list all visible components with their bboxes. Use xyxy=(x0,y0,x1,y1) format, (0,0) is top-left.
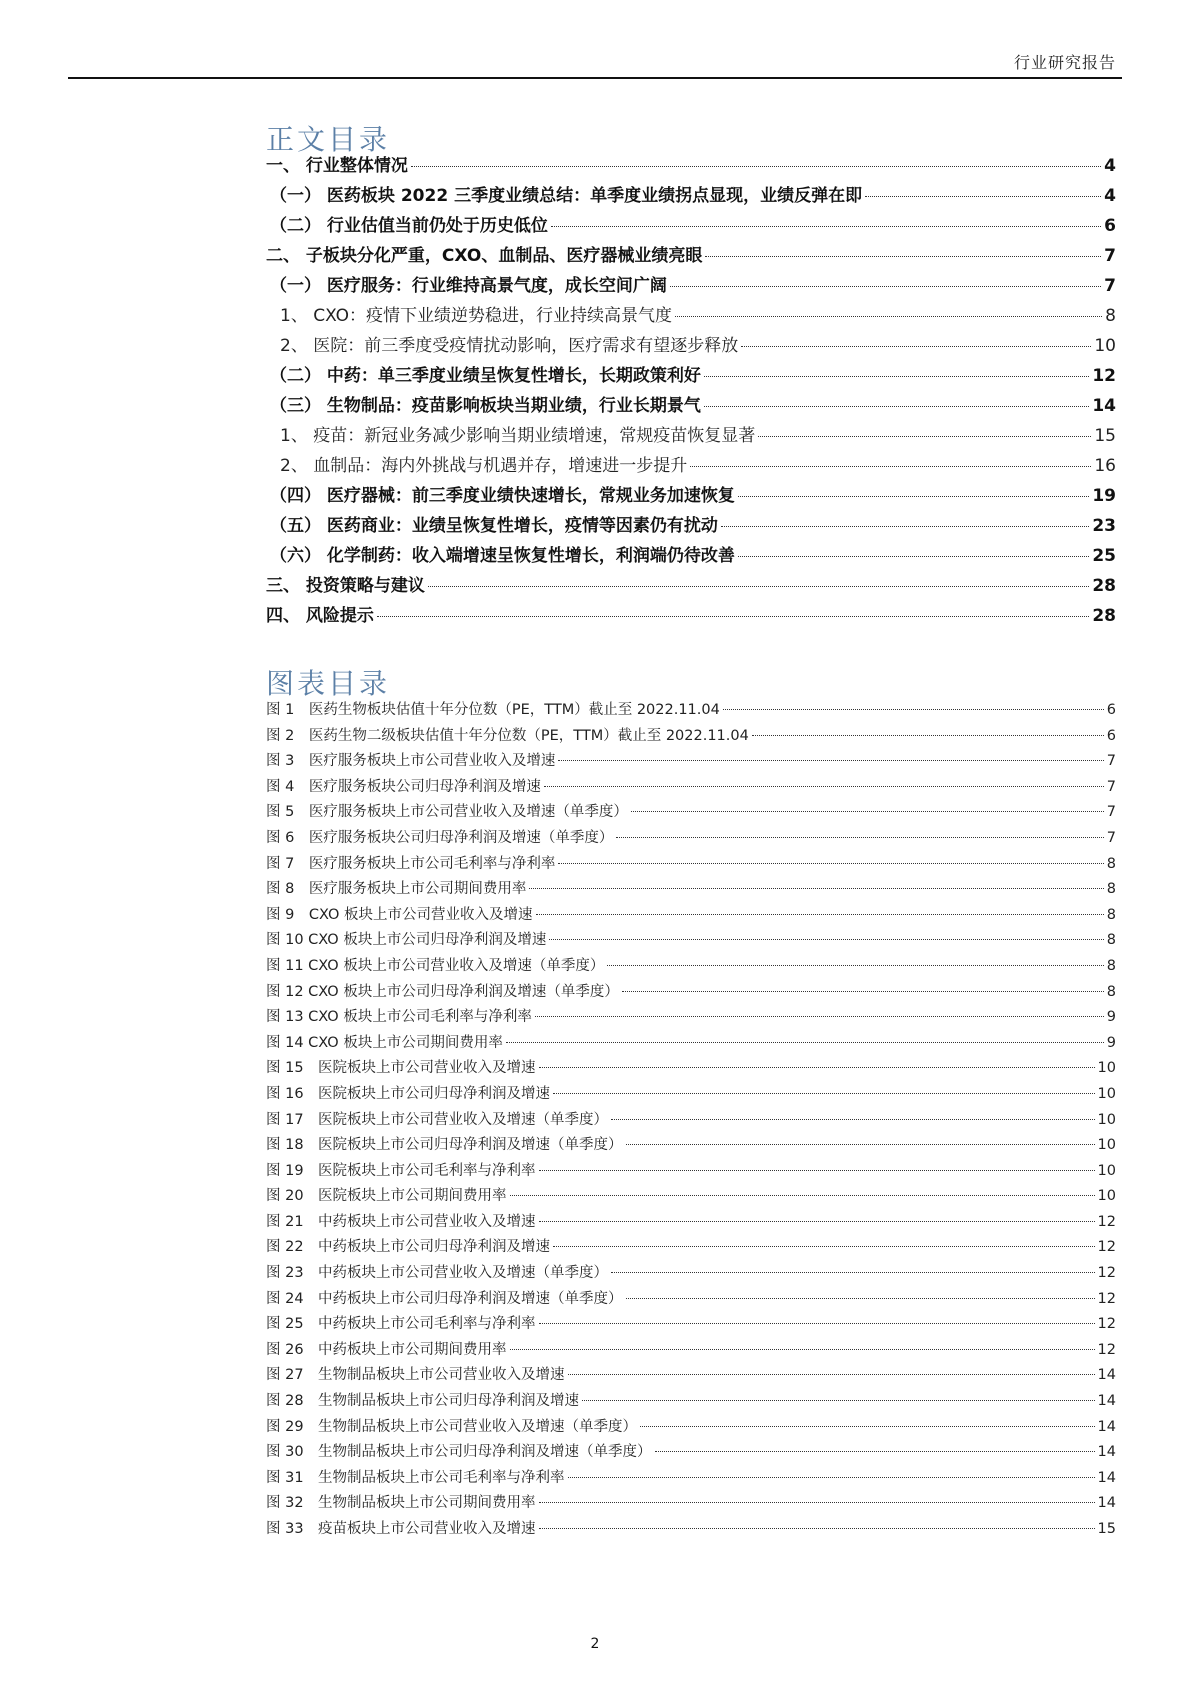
figure-entry[interactable] xyxy=(266,1108,1116,1134)
figure-entry-label: 图 32 生物制品板块上市公司期间费用率 xyxy=(266,1495,536,1512)
dot-leader xyxy=(640,1426,1094,1427)
dot-leader xyxy=(758,436,1091,437)
toc-entry[interactable] xyxy=(266,511,1116,541)
figure-entry-page-number: 10 xyxy=(1097,1162,1116,1179)
figure-entry[interactable] xyxy=(266,1082,1116,1108)
figure-entry[interactable] xyxy=(266,1338,1116,1364)
toc-entry[interactable] xyxy=(266,241,1116,271)
dot-leader xyxy=(428,586,1089,587)
figure-entry-label: 图 20 医院板块上市公司期间费用率 xyxy=(266,1188,507,1205)
figure-entry[interactable] xyxy=(266,1184,1116,1210)
toc-entry-label: 四、 风险提示 xyxy=(266,606,374,626)
figure-entry-label: 图 28 生物制品板块上市公司归母净利润及增速 xyxy=(266,1393,580,1410)
toc-entry-page-number: 16 xyxy=(1094,456,1116,476)
figure-entry-label: 图 18 医院板块上市公司归母净利润及增速（单季度） xyxy=(266,1137,623,1154)
figure-entry-label: 图 24 中药板块上市公司归母净利润及增速（单季度） xyxy=(266,1290,623,1307)
dot-leader xyxy=(539,1528,1095,1529)
figure-entry[interactable] xyxy=(266,852,1116,878)
dot-leader xyxy=(611,1119,1094,1120)
figure-entry-label: 图 3 医疗服务板块上市公司营业收入及增速 xyxy=(266,753,556,770)
figure-entry-label: 图 9 CXO 板块上市公司营业收入及增速 xyxy=(266,906,533,923)
figure-entry-page-number: 10 xyxy=(1097,1188,1116,1205)
toc-entry[interactable] xyxy=(266,451,1116,481)
dot-leader xyxy=(549,939,1103,940)
toc-entry[interactable] xyxy=(266,301,1116,331)
figure-entry-label: 图 1 医药生物板块估值十年分位数（PE，TTM）截止至 2022.11.04 xyxy=(266,702,720,718)
figure-entry-label: 图 21 中药板块上市公司营业收入及增速 xyxy=(266,1213,536,1230)
figure-entry[interactable] xyxy=(266,1210,1116,1236)
dot-leader xyxy=(611,1272,1094,1273)
dot-leader xyxy=(510,1349,1095,1350)
dot-leader xyxy=(704,406,1089,407)
figure-entry-label: 图 33 疫苗板块上市公司营业收入及增速 xyxy=(266,1521,536,1537)
dot-leader xyxy=(738,556,1089,557)
figure-entry-page-number: 10 xyxy=(1097,1111,1116,1128)
figure-entry-page-number: 12 xyxy=(1097,1265,1116,1282)
figure-entry-page-number: 9 xyxy=(1106,1034,1116,1051)
figure-entry-page-number: 14 xyxy=(1097,1444,1116,1461)
toc-entry[interactable] xyxy=(266,481,1116,511)
toc-entry-label: （四） 医疗器械：前三季度业绩快速增长，常规业务加速恢复 xyxy=(270,486,735,506)
toc-entry-page-number: 8 xyxy=(1105,306,1116,326)
figure-entry[interactable] xyxy=(266,826,1116,852)
figure-entry-label: 图 7 医疗服务板块上市公司毛利率与净利率 xyxy=(266,855,556,872)
toc-entry-page-number: 15 xyxy=(1094,426,1116,446)
toc-entry-label: 2、 医院：前三季度受疫情扰动影响，医疗需求有望逐步释放 xyxy=(280,336,739,356)
dot-leader xyxy=(705,256,1101,257)
figure-entry[interactable] xyxy=(266,1287,1116,1313)
dot-leader xyxy=(607,965,1103,966)
figure-entry-page-number: 8 xyxy=(1106,855,1116,872)
figure-entry-page-number: 8 xyxy=(1106,932,1116,949)
toc-entry-page-number: 23 xyxy=(1092,516,1116,536)
figure-entry-label: 图 14 CXO 板块上市公司期间费用率 xyxy=(266,1034,503,1051)
dot-leader xyxy=(506,1042,1104,1043)
figure-entry-label: 图 15 医院板块上市公司营业收入及增速 xyxy=(266,1060,536,1077)
toc-entry-page-number: 19 xyxy=(1092,486,1116,506)
toc-entry[interactable] xyxy=(266,211,1116,241)
figure-entry[interactable] xyxy=(266,1031,1116,1057)
dot-leader xyxy=(721,526,1089,527)
toc-entry-page-number: 10 xyxy=(1094,336,1116,356)
toc-entry-label: 1、 CXO：疫情下业绩逆势稳进，行业持续高景气度 xyxy=(280,306,673,326)
figure-entry-label: 图 19 医院板块上市公司毛利率与净利率 xyxy=(266,1162,536,1179)
figure-entry[interactable] xyxy=(266,1491,1116,1517)
figure-entry-label: 图 13 CXO 板块上市公司毛利率与净利率 xyxy=(266,1009,532,1026)
toc-entry-page-number: 28 xyxy=(1092,576,1116,596)
dot-leader xyxy=(670,286,1101,287)
figure-entry-page-number: 10 xyxy=(1097,1137,1116,1154)
dot-leader xyxy=(558,863,1103,864)
figure-entry[interactable] xyxy=(266,1466,1116,1492)
toc-entry[interactable] xyxy=(266,541,1116,571)
dot-leader xyxy=(704,376,1089,377)
figure-entry[interactable] xyxy=(266,1517,1116,1543)
figure-entry-label: 图 2 医药生物二级板块估值十年分位数（PE，TTM）截止至 2022.11.04 xyxy=(266,727,749,744)
figure-entry-label: 图 22 中药板块上市公司归母净利润及增速 xyxy=(266,1239,551,1256)
figure-entry[interactable] xyxy=(266,800,1116,826)
figure-entry-page-number: 12 xyxy=(1097,1213,1116,1230)
toc-entry[interactable] xyxy=(266,361,1116,391)
figure-entry-page-number: 6 xyxy=(1106,727,1116,744)
report-header-label: 行业研究报告 xyxy=(1013,53,1116,72)
toc-entry-label: （二） 中药：单三季度业绩呈恢复性增长，长期政策利好 xyxy=(270,366,701,386)
dot-leader xyxy=(738,496,1089,497)
dot-leader xyxy=(568,1477,1095,1478)
figure-entry-page-number: 7 xyxy=(1106,804,1116,821)
figure-entry[interactable] xyxy=(266,1389,1116,1415)
figure-entry-page-number: 8 xyxy=(1106,983,1116,1000)
figure-entry-label: 图 26 中药板块上市公司期间费用率 xyxy=(266,1341,507,1358)
dot-leader xyxy=(544,786,1104,787)
dot-leader xyxy=(558,760,1103,761)
figure-entry[interactable] xyxy=(266,1415,1116,1441)
figure-entry-label: 图 29 生物制品板块上市公司营业收入及增速（单季度） xyxy=(266,1418,638,1435)
figure-entry-label: 图 27 生物制品板块上市公司营业收入及增速 xyxy=(266,1367,565,1384)
dot-leader xyxy=(690,466,1091,467)
figure-entry-page-number: 7 xyxy=(1106,829,1116,846)
dot-leader xyxy=(626,1298,1095,1299)
figure-entry-page-number: 14 xyxy=(1097,1469,1116,1486)
figure-entry[interactable] xyxy=(266,1440,1116,1466)
figure-entry-page-number: 9 xyxy=(1106,1009,1116,1026)
figure-entry-page-number: 7 xyxy=(1106,753,1116,770)
figure-entry[interactable] xyxy=(266,724,1116,750)
figure-entry-page-number: 14 xyxy=(1097,1418,1116,1435)
figure-entry-label: 图 11 CXO 板块上市公司营业收入及增速（单季度） xyxy=(266,957,605,974)
figure-entry-page-number: 8 xyxy=(1106,906,1116,923)
dot-leader xyxy=(529,888,1103,889)
figure-entry-page-number: 12 xyxy=(1097,1239,1116,1256)
figure-entry-page-number: 14 xyxy=(1097,1367,1116,1384)
dot-leader xyxy=(539,1067,1095,1068)
figure-entry-label: 图 4 医疗服务板块公司归母净利润及增速 xyxy=(266,778,541,795)
toc-entry-label: 一、 行业整体情况 xyxy=(266,156,408,176)
dot-leader xyxy=(752,735,1104,736)
dot-leader xyxy=(616,837,1103,838)
toc-entry-page-number: 14 xyxy=(1092,396,1116,416)
toc-entry[interactable] xyxy=(266,271,1116,301)
dot-leader xyxy=(865,196,1101,197)
toc-entry-page-number: 7 xyxy=(1104,246,1116,266)
figure-entry-page-number: 14 xyxy=(1097,1495,1116,1512)
dot-leader xyxy=(655,1451,1095,1452)
dot-leader xyxy=(675,316,1102,317)
figures-title: 图表目录 xyxy=(266,667,391,700)
toc-entry-label: （五） 医药商业：业绩呈恢复性增长，疫情等因素仍有扰动 xyxy=(270,516,718,536)
dot-leader xyxy=(539,1323,1095,1324)
dot-leader xyxy=(553,1093,1094,1094)
page-number: 2 xyxy=(590,1636,600,1652)
figure-entry-page-number: 8 xyxy=(1106,957,1116,974)
figure-entry-label: 图 31 生物制品板块上市公司毛利率与净利率 xyxy=(266,1469,565,1486)
figure-entry[interactable] xyxy=(266,1261,1116,1287)
dot-leader xyxy=(539,1170,1095,1171)
dot-leader xyxy=(582,1400,1094,1401)
figure-entry-label: 图 6 医疗服务板块公司归母净利润及增速（单季度） xyxy=(266,829,614,846)
figure-entry-label: 图 16 医院板块上市公司归母净利润及增速 xyxy=(266,1085,551,1102)
toc-entry[interactable] xyxy=(266,331,1116,361)
figure-entry-page-number: 10 xyxy=(1097,1060,1116,1077)
figure-entry-page-number: 12 xyxy=(1097,1290,1116,1307)
figure-entry[interactable] xyxy=(266,1005,1116,1031)
toc-entry[interactable] xyxy=(266,181,1116,211)
toc-entry[interactable] xyxy=(266,601,1116,631)
toc-entry-label: （一） 医疗服务：行业维持高景气度，成长空间广阔 xyxy=(270,276,667,296)
figure-entry[interactable] xyxy=(266,928,1116,954)
toc-entry-page-number: 4 xyxy=(1104,156,1116,176)
figure-entry[interactable] xyxy=(266,1159,1116,1185)
figure-entry-page-number: 8 xyxy=(1106,881,1116,898)
toc-entry-page-number: 4 xyxy=(1104,186,1116,206)
toc-entry-label: （三） 生物制品：疫苗影响板块当期业绩，行业长期景气 xyxy=(270,396,701,416)
dot-leader xyxy=(622,991,1104,992)
toc-entry-label: （一） 医药板块 2022 三季度业绩总结：单季度业绩拐点显现，业绩反弹在即 xyxy=(270,186,863,206)
figure-entry-label: 图 23 中药板块上市公司营业收入及增速（单季度） xyxy=(266,1265,609,1282)
figure-entry[interactable] xyxy=(266,775,1116,801)
dot-leader xyxy=(568,1374,1095,1375)
figure-entry[interactable] xyxy=(266,980,1116,1006)
dot-leader xyxy=(553,1246,1094,1247)
figure-entry-page-number: 15 xyxy=(1097,1521,1116,1537)
dot-leader xyxy=(539,1221,1095,1222)
toc-entry-page-number: 7 xyxy=(1104,276,1116,296)
toc-entry-page-number: 6 xyxy=(1104,216,1116,236)
dot-leader xyxy=(631,811,1104,812)
figure-entry-page-number: 10 xyxy=(1097,1085,1116,1102)
toc-entry[interactable] xyxy=(266,151,1116,181)
toc-entry-label: （六） 化学制药：收入端增速呈恢复性增长，利润端仍待改善 xyxy=(270,546,735,566)
dot-leader xyxy=(377,616,1089,617)
toc-entry-page-number: 25 xyxy=(1092,546,1116,566)
toc-title: 正文目录 xyxy=(266,123,391,156)
figure-entry[interactable] xyxy=(266,749,1116,775)
dot-leader xyxy=(539,1502,1095,1503)
figure-entry-label: 图 10 CXO 板块上市公司归母净利润及增速 xyxy=(266,932,547,949)
figure-entry[interactable] xyxy=(266,1056,1116,1082)
figure-entry-page-number: 14 xyxy=(1097,1393,1116,1410)
figure-entry-label: 图 25 中药板块上市公司毛利率与净利率 xyxy=(266,1316,536,1333)
dot-leader xyxy=(536,914,1104,915)
dot-leader xyxy=(741,346,1091,347)
figure-entry-label: 图 12 CXO 板块上市公司归母净利润及增速（单季度） xyxy=(266,983,619,1000)
figure-entry[interactable] xyxy=(266,698,1116,724)
dot-leader xyxy=(411,166,1101,167)
toc-entry[interactable] xyxy=(266,421,1116,451)
toc-entry-label: 2、 血制品：海内外挑战与机遇并存，增速进一步提升 xyxy=(280,456,688,476)
toc-entry[interactable] xyxy=(266,391,1116,421)
figure-entry[interactable] xyxy=(266,1363,1116,1389)
figure-entry[interactable] xyxy=(266,1133,1116,1159)
figure-entry[interactable] xyxy=(266,1235,1116,1261)
figure-entry[interactable] xyxy=(266,954,1116,980)
dot-leader xyxy=(626,1144,1095,1145)
toc-entry-label: （二） 行业估值当前仍处于历史低位 xyxy=(270,216,548,236)
dot-leader xyxy=(551,226,1101,227)
toc-entry-label: 三、 投资策略与建议 xyxy=(266,576,425,596)
toc-entry-page-number: 12 xyxy=(1092,366,1116,386)
figure-entry-page-number: 6 xyxy=(1106,702,1116,718)
toc-entry-label: 二、 子板块分化严重，CXO、血制品、医疗器械业绩亮眼 xyxy=(266,246,703,266)
figure-entry-label: 图 30 生物制品板块上市公司归母净利润及增速（单季度） xyxy=(266,1444,652,1461)
toc-list xyxy=(266,151,1116,631)
dot-leader xyxy=(723,709,1104,710)
figure-entry-label: 图 17 医院板块上市公司营业收入及增速（单季度） xyxy=(266,1111,609,1128)
dot-leader xyxy=(510,1195,1095,1196)
figure-entry-page-number: 12 xyxy=(1097,1316,1116,1333)
toc-entry[interactable] xyxy=(266,571,1116,601)
toc-entry-label: 1、 疫苗：新冠业务减少影响当期业绩增速，常规疫苗恢复显著 xyxy=(280,426,756,446)
header-divider xyxy=(68,77,1122,79)
figure-entry-page-number: 12 xyxy=(1097,1341,1116,1358)
figures-list xyxy=(266,698,1116,1543)
figure-entry[interactable] xyxy=(266,1312,1116,1338)
dot-leader xyxy=(535,1016,1104,1017)
figure-entry[interactable] xyxy=(266,903,1116,929)
figure-entry-label: 图 5 医疗服务板块上市公司营业收入及增速（单季度） xyxy=(266,804,628,821)
toc-entry-page-number: 28 xyxy=(1092,606,1116,626)
figure-entry-label: 图 8 医疗服务板块上市公司期间费用率 xyxy=(266,881,527,898)
figure-entry[interactable] xyxy=(266,877,1116,903)
figure-entry-page-number: 7 xyxy=(1106,778,1116,795)
